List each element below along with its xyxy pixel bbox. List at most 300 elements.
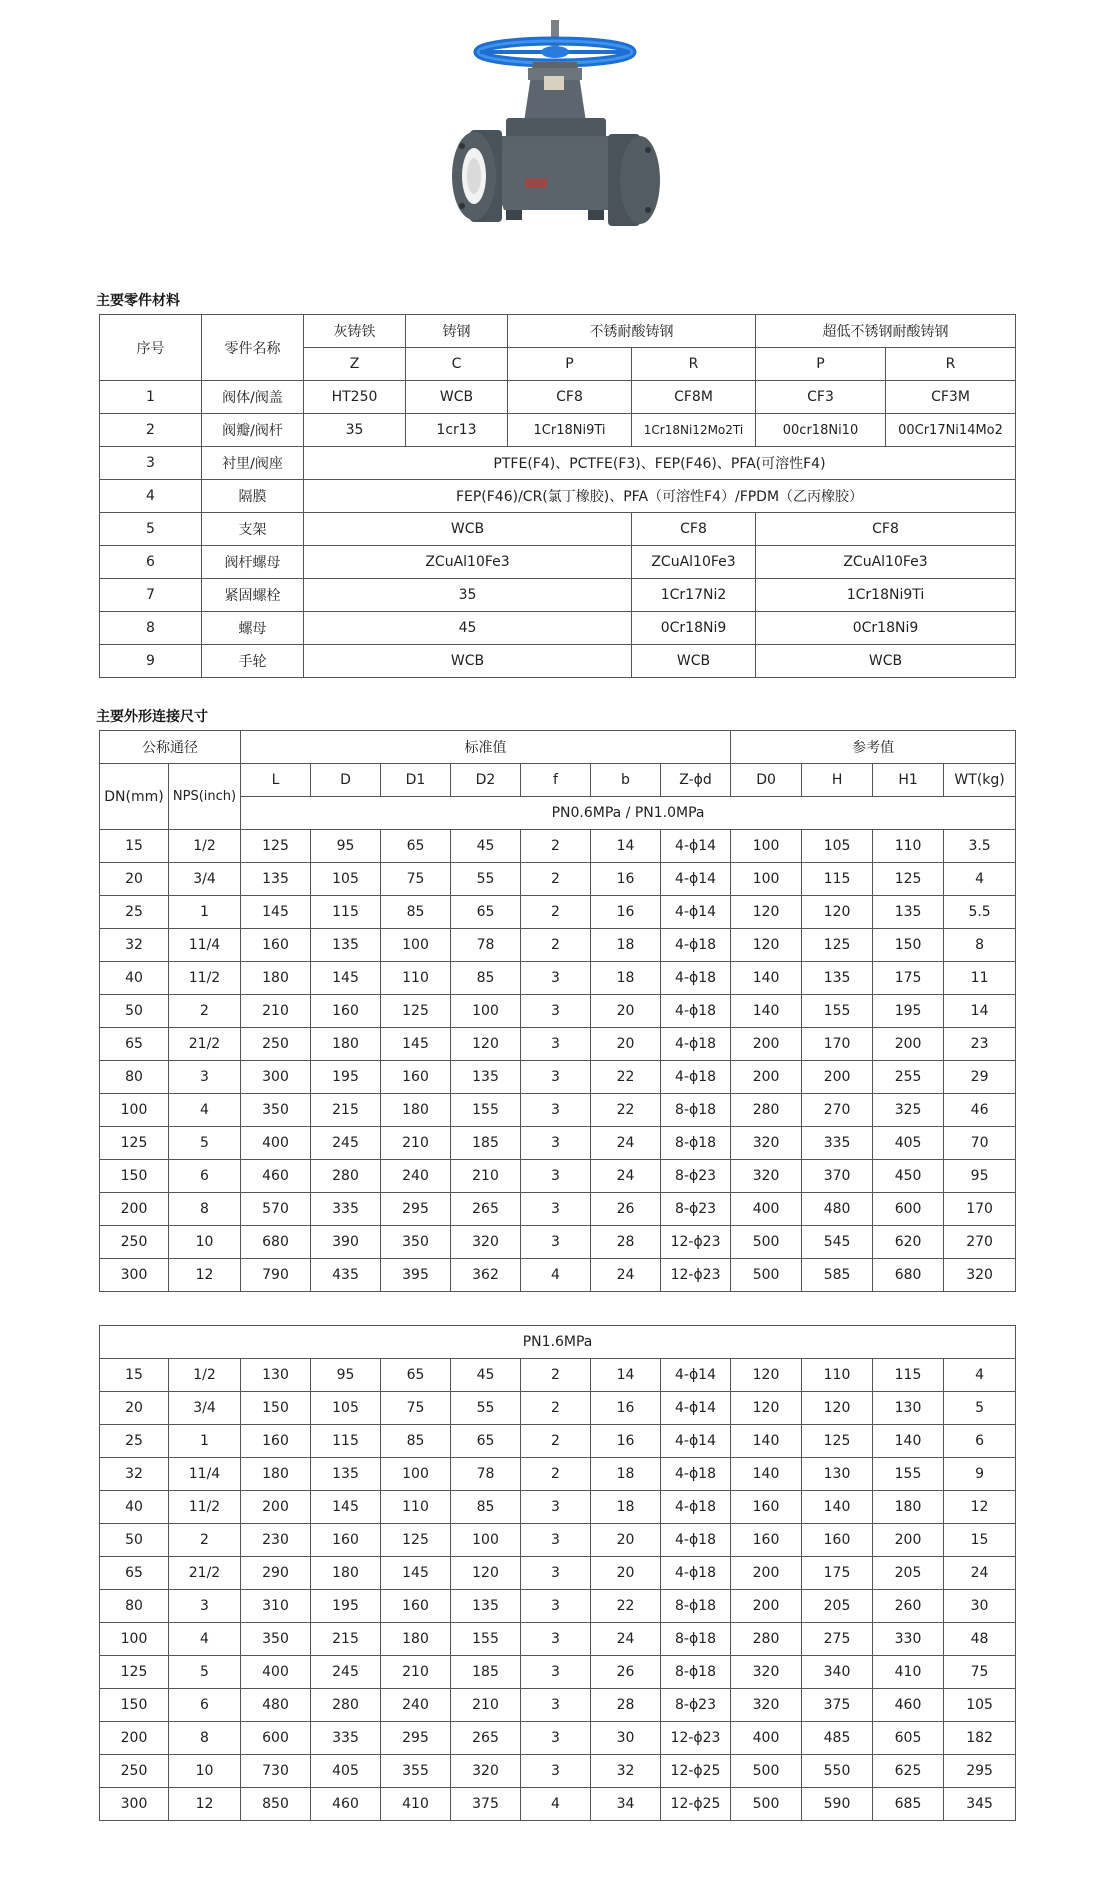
- table-cell: 80: [100, 1590, 169, 1623]
- table-cell: 730: [241, 1755, 311, 1788]
- table-cell: 75: [944, 1656, 1016, 1689]
- table-cell: 295: [381, 1722, 451, 1755]
- table-cell: 850: [241, 1788, 311, 1821]
- table-cell: 155: [451, 1623, 521, 1656]
- part-name: 螺母: [202, 612, 304, 645]
- table-cell: 8-ϕ18: [661, 1590, 731, 1623]
- table-cell: 24: [591, 1259, 661, 1292]
- table-cell: 125: [100, 1656, 169, 1689]
- table-cell: 4-ϕ14: [661, 896, 731, 929]
- material-cell: ZCuAl10Fe3: [304, 546, 632, 579]
- table-cell: 26: [591, 1193, 661, 1226]
- table-cell: 3: [521, 1491, 591, 1524]
- table-cell: 4-ϕ18: [661, 929, 731, 962]
- table-cell: 180: [241, 1458, 311, 1491]
- table-cell: 160: [381, 1061, 451, 1094]
- table-cell: 110: [381, 962, 451, 995]
- table-cell: 195: [311, 1590, 381, 1623]
- dimensions-column-header-row: [100, 764, 1016, 797]
- table-cell: 2: [169, 995, 241, 1028]
- code-cell: P: [508, 348, 632, 381]
- table-cell: 48: [944, 1623, 1016, 1656]
- table-cell: 3: [521, 1160, 591, 1193]
- table-cell: 1: [169, 896, 241, 929]
- table-cell: 3: [521, 1722, 591, 1755]
- table-cell: 80: [100, 1061, 169, 1094]
- table-cell: 24: [591, 1623, 661, 1656]
- table-cell: 9: [944, 1458, 1016, 1491]
- table-cell: 22: [591, 1094, 661, 1127]
- table-cell: 145: [311, 1491, 381, 1524]
- table-cell: 32: [100, 1458, 169, 1491]
- table-row: [100, 1028, 1016, 1061]
- dimensions-table-body-pn1: [100, 830, 1016, 1292]
- material-row: [100, 579, 1016, 612]
- table-cell: 180: [311, 1557, 381, 1590]
- material-cell: HT250: [304, 381, 406, 414]
- table-cell: 3: [521, 1028, 591, 1061]
- table-cell: 2: [521, 929, 591, 962]
- table-cell: 200: [100, 1193, 169, 1226]
- row-number: 3: [100, 447, 202, 480]
- table-cell: 280: [731, 1094, 802, 1127]
- table-cell: 11: [944, 962, 1016, 995]
- table-cell: 350: [381, 1226, 451, 1259]
- table-cell: 500: [731, 1788, 802, 1821]
- table-cell: 600: [241, 1722, 311, 1755]
- table-cell: 280: [311, 1160, 381, 1193]
- table-cell: 15: [944, 1524, 1016, 1557]
- table-cell: 4-ϕ14: [661, 863, 731, 896]
- table-cell: 145: [381, 1028, 451, 1061]
- table-cell: 130: [802, 1458, 873, 1491]
- table-row: [100, 1491, 1016, 1524]
- table-cell: 460: [241, 1160, 311, 1193]
- table-cell: 115: [311, 896, 381, 929]
- table-cell: 250: [241, 1028, 311, 1061]
- table-cell: 4-ϕ18: [661, 1557, 731, 1590]
- table-cell: 135: [311, 929, 381, 962]
- table-cell: 362: [451, 1259, 521, 1292]
- table-cell: 320: [731, 1656, 802, 1689]
- table-cell: 8-ϕ23: [661, 1689, 731, 1722]
- table-cell: 145: [241, 896, 311, 929]
- table-cell: 140: [731, 995, 802, 1028]
- material-cell: CF8M: [632, 381, 756, 414]
- material-span-cell: FEP(F46)/CR(氯丁橡胶)、PFA（可溶性F4）/FPDM（乙丙橡胶）: [304, 480, 1016, 513]
- table-cell: 70: [944, 1127, 1016, 1160]
- table-cell: 585: [802, 1259, 873, 1292]
- table-cell: 205: [802, 1590, 873, 1623]
- table-cell: 270: [944, 1226, 1016, 1259]
- table-cell: 100: [451, 995, 521, 1028]
- table-cell: 100: [381, 929, 451, 962]
- table-cell: 255: [873, 1061, 944, 1094]
- table-cell: 6: [169, 1160, 241, 1193]
- table-cell: 4: [169, 1094, 241, 1127]
- table-cell: 29: [944, 1061, 1016, 1094]
- table-cell: 40: [100, 962, 169, 995]
- table-cell: 120: [451, 1028, 521, 1061]
- table-cell: 500: [731, 1259, 802, 1292]
- table-cell: 15: [100, 830, 169, 863]
- materials-section-title: 主要零件材料: [96, 293, 180, 309]
- table-cell: 3: [521, 995, 591, 1028]
- table-cell: 3: [521, 1656, 591, 1689]
- table-cell: 2: [521, 830, 591, 863]
- table-cell: 100: [100, 1623, 169, 1656]
- table-row: [100, 962, 1016, 995]
- table-cell: 140: [802, 1491, 873, 1524]
- table-row: [100, 1259, 1016, 1292]
- table-cell: 78: [451, 1458, 521, 1491]
- table-cell: 4-ϕ18: [661, 1491, 731, 1524]
- table-cell: 55: [451, 863, 521, 896]
- table-cell: 135: [451, 1061, 521, 1094]
- table-cell: 345: [944, 1788, 1016, 1821]
- table-row: [100, 863, 1016, 896]
- table-cell: 20: [591, 1524, 661, 1557]
- row-number: 5: [100, 513, 202, 546]
- table-cell: 26: [591, 1656, 661, 1689]
- table-cell: 12-ϕ23: [661, 1226, 731, 1259]
- table-cell: 50: [100, 1524, 169, 1557]
- table-cell: 240: [381, 1689, 451, 1722]
- table-cell: 30: [591, 1722, 661, 1755]
- table-cell: 390: [311, 1226, 381, 1259]
- table-cell: 182: [944, 1722, 1016, 1755]
- pressure-rating-label: PN1.6MPa: [100, 1326, 1016, 1359]
- table-row: [100, 830, 1016, 863]
- table-cell: 120: [802, 896, 873, 929]
- table-cell: 65: [381, 1359, 451, 1392]
- table-cell: 8: [944, 929, 1016, 962]
- material-cell: CF8: [632, 513, 756, 546]
- table-cell: 5.5: [944, 896, 1016, 929]
- material-cell: CF8: [756, 513, 1016, 546]
- table-cell: 120: [731, 1392, 802, 1425]
- table-cell: 115: [311, 1425, 381, 1458]
- table-cell: 100: [381, 1458, 451, 1491]
- table-cell: 340: [802, 1656, 873, 1689]
- table-cell: 11/2: [169, 962, 241, 995]
- table-cell: 160: [241, 929, 311, 962]
- header-dn: DN(mm): [100, 764, 169, 830]
- table-cell: 4: [521, 1788, 591, 1821]
- header-reference-value: 参考值: [731, 731, 1016, 764]
- dimensions-group-header-row: [100, 731, 1016, 764]
- table-cell: 685: [873, 1788, 944, 1821]
- table-cell: 550: [802, 1755, 873, 1788]
- dimensions-table-head: [100, 731, 1016, 830]
- table-cell: 125: [100, 1127, 169, 1160]
- table-cell: 480: [241, 1689, 311, 1722]
- table-cell: 4: [944, 863, 1016, 896]
- table-cell: 65: [100, 1028, 169, 1061]
- table-cell: 85: [381, 896, 451, 929]
- table-cell: 3: [521, 1193, 591, 1226]
- column-header: L: [241, 764, 311, 797]
- header-part-name: 零件名称: [202, 315, 304, 381]
- table-cell: 135: [802, 962, 873, 995]
- row-number: 4: [100, 480, 202, 513]
- table-row: [100, 1127, 1016, 1160]
- table-row: [100, 1656, 1016, 1689]
- table-cell: 20: [591, 995, 661, 1028]
- table-cell: 200: [873, 1028, 944, 1061]
- table-cell: 160: [311, 995, 381, 1028]
- table-cell: 23: [944, 1028, 1016, 1061]
- table-cell: 78: [451, 929, 521, 962]
- table-cell: 335: [311, 1193, 381, 1226]
- material-cell: 45: [304, 612, 632, 645]
- table-cell: 20: [591, 1557, 661, 1590]
- table-cell: 6: [169, 1689, 241, 1722]
- table-cell: 175: [873, 962, 944, 995]
- table-cell: 155: [873, 1458, 944, 1491]
- table-cell: 130: [873, 1392, 944, 1425]
- table-cell: 120: [451, 1557, 521, 1590]
- table-cell: 12: [944, 1491, 1016, 1524]
- material-row: [100, 381, 1016, 414]
- table-cell: 2: [521, 896, 591, 929]
- table-cell: 395: [381, 1259, 451, 1292]
- table-cell: 21/2: [169, 1028, 241, 1061]
- table-cell: 200: [731, 1028, 802, 1061]
- table-cell: 30: [944, 1590, 1016, 1623]
- table-cell: 24: [591, 1127, 661, 1160]
- materials-header-row: [100, 315, 1016, 348]
- table-cell: 4-ϕ14: [661, 830, 731, 863]
- table-cell: 125: [873, 863, 944, 896]
- table-cell: 3.5: [944, 830, 1016, 863]
- table-cell: 105: [802, 830, 873, 863]
- table-cell: 605: [873, 1722, 944, 1755]
- part-name: 隔膜: [202, 480, 304, 513]
- table-cell: 150: [100, 1689, 169, 1722]
- table-cell: 150: [100, 1160, 169, 1193]
- table-cell: 570: [241, 1193, 311, 1226]
- table-cell: 410: [873, 1656, 944, 1689]
- table-cell: 200: [731, 1590, 802, 1623]
- table-row: [100, 1623, 1016, 1656]
- table-cell: 125: [802, 1425, 873, 1458]
- table-cell: 32: [100, 929, 169, 962]
- table-row: [100, 1590, 1016, 1623]
- pressure-rating-row: [100, 1326, 1016, 1359]
- table-cell: 400: [241, 1127, 311, 1160]
- table-cell: 140: [731, 1425, 802, 1458]
- table-cell: 155: [451, 1094, 521, 1127]
- code-cell: R: [886, 348, 1016, 381]
- table-cell: 250: [100, 1226, 169, 1259]
- table-cell: 75: [381, 863, 451, 896]
- materials-table: [99, 314, 1016, 678]
- table-cell: 545: [802, 1226, 873, 1259]
- table-cell: 12: [169, 1259, 241, 1292]
- table-cell: 350: [241, 1094, 311, 1127]
- table-cell: 2: [521, 1392, 591, 1425]
- row-number: 2: [100, 414, 202, 447]
- table-cell: 4: [521, 1259, 591, 1292]
- table-cell: 435: [311, 1259, 381, 1292]
- table-cell: 3: [521, 1623, 591, 1656]
- table-cell: 680: [873, 1259, 944, 1292]
- table-cell: 320: [731, 1160, 802, 1193]
- material-cell: CF8: [508, 381, 632, 414]
- table-cell: 65: [451, 896, 521, 929]
- table-cell: 22: [591, 1590, 661, 1623]
- table-cell: 20: [100, 1392, 169, 1425]
- pressure-rating-label: PN0.6MPa / PN1.0MPa: [241, 797, 1016, 830]
- table-cell: 28: [591, 1689, 661, 1722]
- table-cell: 485: [802, 1722, 873, 1755]
- table-row: [100, 1722, 1016, 1755]
- table-cell: 50: [100, 995, 169, 1028]
- table-cell: 4-ϕ18: [661, 995, 731, 1028]
- table-cell: 3: [521, 1127, 591, 1160]
- code-cell: C: [406, 348, 508, 381]
- part-name: 紧固螺栓: [202, 579, 304, 612]
- table-cell: 8-ϕ23: [661, 1193, 731, 1226]
- header-standard-value: 标准值: [241, 731, 731, 764]
- header-group-ultra-low: 超低不锈钢耐酸铸钢: [756, 315, 1016, 348]
- part-name: 手轮: [202, 645, 304, 678]
- table-cell: 22: [591, 1061, 661, 1094]
- table-cell: 145: [311, 962, 381, 995]
- table-cell: 460: [311, 1788, 381, 1821]
- material-row: [100, 546, 1016, 579]
- table-cell: 400: [731, 1193, 802, 1226]
- table-cell: 100: [731, 863, 802, 896]
- column-header: D1: [381, 764, 451, 797]
- table-cell: 100: [100, 1094, 169, 1127]
- table-cell: 200: [802, 1061, 873, 1094]
- table-cell: 3/4: [169, 863, 241, 896]
- table-cell: 12: [169, 1788, 241, 1821]
- table-cell: 590: [802, 1788, 873, 1821]
- table-cell: 3: [521, 1094, 591, 1127]
- material-row: [100, 447, 1016, 480]
- table-cell: 185: [451, 1127, 521, 1160]
- material-cell: 00cr18Ni10: [756, 414, 886, 447]
- table-cell: 40: [100, 1491, 169, 1524]
- table-cell: 375: [802, 1689, 873, 1722]
- table-cell: 125: [381, 1524, 451, 1557]
- table-cell: 24: [591, 1160, 661, 1193]
- table-cell: 335: [311, 1722, 381, 1755]
- table-cell: 180: [241, 962, 311, 995]
- table-cell: 200: [100, 1722, 169, 1755]
- header-seq: 序号: [100, 315, 202, 381]
- table-cell: 8: [169, 1193, 241, 1226]
- table-cell: 18: [591, 929, 661, 962]
- table-cell: 790: [241, 1259, 311, 1292]
- table-cell: 400: [731, 1722, 802, 1755]
- table-cell: 2: [521, 863, 591, 896]
- table-cell: 45: [451, 1359, 521, 1392]
- table-cell: 3: [521, 1226, 591, 1259]
- table-cell: 65: [100, 1557, 169, 1590]
- table-cell: 310: [241, 1590, 311, 1623]
- table-cell: 625: [873, 1755, 944, 1788]
- table-cell: 290: [241, 1557, 311, 1590]
- table-row: [100, 1458, 1016, 1491]
- column-header: Z-ϕd: [661, 764, 731, 797]
- table-cell: 295: [944, 1755, 1016, 1788]
- table-cell: 2: [521, 1359, 591, 1392]
- part-name: 阀杆螺母: [202, 546, 304, 579]
- table-cell: 24: [944, 1557, 1016, 1590]
- table-cell: 500: [731, 1755, 802, 1788]
- table-cell: 160: [731, 1524, 802, 1557]
- material-cell: ZCuAl10Fe3: [756, 546, 1016, 579]
- row-number: 1: [100, 381, 202, 414]
- material-cell: 35: [304, 579, 632, 612]
- table-cell: 245: [311, 1656, 381, 1689]
- row-number: 9: [100, 645, 202, 678]
- table-cell: 135: [241, 863, 311, 896]
- table-cell: 405: [873, 1127, 944, 1160]
- table-cell: 300: [100, 1259, 169, 1292]
- row-number: 7: [100, 579, 202, 612]
- table-cell: 680: [241, 1226, 311, 1259]
- table-row: [100, 1392, 1016, 1425]
- material-span-cell: PTFE(F4)、PCTFE(F3)、FEP(F46)、PFA(可溶性F4): [304, 447, 1016, 480]
- column-header: f: [521, 764, 591, 797]
- table-cell: 75: [381, 1392, 451, 1425]
- table-cell: 5: [169, 1127, 241, 1160]
- table-cell: 210: [381, 1127, 451, 1160]
- table-cell: 355: [381, 1755, 451, 1788]
- material-cell: CF3M: [886, 381, 1016, 414]
- header-nps: NPS(inch): [169, 764, 241, 830]
- table-cell: 320: [944, 1259, 1016, 1292]
- part-name: 阀瓣/阀杆: [202, 414, 304, 447]
- table-cell: 105: [944, 1689, 1016, 1722]
- material-row: [100, 513, 1016, 546]
- table-cell: 4-ϕ18: [661, 1061, 731, 1094]
- table-cell: 205: [873, 1557, 944, 1590]
- table-cell: 325: [873, 1094, 944, 1127]
- table-cell: 320: [731, 1127, 802, 1160]
- table-row: [100, 1788, 1016, 1821]
- table-cell: 115: [802, 863, 873, 896]
- table-cell: 170: [944, 1193, 1016, 1226]
- dimensions-table-head-pn2: [100, 1326, 1016, 1359]
- table-row: [100, 1689, 1016, 1722]
- table-cell: 3: [169, 1590, 241, 1623]
- table-cell: 125: [241, 830, 311, 863]
- material-cell: 0Cr18Ni9: [632, 612, 756, 645]
- table-cell: 195: [873, 995, 944, 1028]
- table-row: [100, 929, 1016, 962]
- table-cell: 85: [451, 962, 521, 995]
- column-header: H1: [873, 764, 944, 797]
- table-cell: 8-ϕ18: [661, 1127, 731, 1160]
- table-cell: 160: [311, 1524, 381, 1557]
- table-cell: 3: [169, 1061, 241, 1094]
- table-cell: 270: [802, 1094, 873, 1127]
- table-row: [100, 1359, 1016, 1392]
- column-header: H: [802, 764, 873, 797]
- table-cell: 210: [451, 1160, 521, 1193]
- table-cell: 28: [591, 1226, 661, 1259]
- table-cell: 130: [241, 1359, 311, 1392]
- table-cell: 3: [521, 1061, 591, 1094]
- table-cell: 10: [169, 1226, 241, 1259]
- material-cell: WCB: [406, 381, 508, 414]
